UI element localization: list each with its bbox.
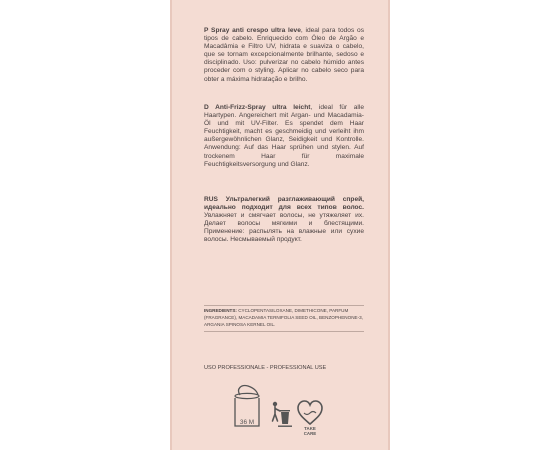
- description-portuguese-lead: P Spray anti crespo ultra leve: [204, 27, 301, 34]
- package-left-edge: [170, 0, 172, 450]
- description-russian: [204, 196, 364, 245]
- take-care-label-line2: CARE: [303, 430, 317, 436]
- take-care-label-line1: TAKE: [304, 426, 316, 431]
- description-german: [204, 104, 364, 169]
- description-portuguese: [204, 27, 364, 84]
- ingredients-label: INGREDIENTS:: [204, 308, 237, 313]
- description-german-body: , ideal für alle Haartypen. Angereichert mit Argan- und Macadamia-Öl und mit UV-Filter. Es spendet dem Haar Feuchtigkeit, macht es geschmeidig und verleiht ihm außergewöhnlichen Glanz, Seidigkeit und Kontrolle. Anwendung: Auf das Haar sprühen und stylen. Auf trockenem Haar für maximale Feuchtigkeitsversorgung und Glanz.: [204, 104, 365, 168]
- package-right-edge: [388, 0, 390, 450]
- waste-bin-icon: [269, 401, 293, 428]
- description-russian-body: Увлажняет и смягчает волосы, не утяжеляет их. Делает волосы мягкими и блестящими. Применение: распылять на влажные или сухие волосы. Несмываемый продукт.: [204, 212, 364, 244]
- professional-use-note: USO PROFESSIONALE - PROFESSIONAL USE: [204, 365, 327, 371]
- ingredients-list: CYCLOPENTASILOXANE, DIMETHICONE, PARFUM (FRAGRANCE), MACADAMIA TERNIFOLIA SEED OIL, BENZOPHENONE-3, ARGANIA SPINOSA KERNEL OIL.: [204, 308, 363, 327]
- description-german-lead: D Anti-Frizz-Spray ultra leicht: [204, 104, 311, 111]
- description-portuguese-body: , ideal para todos os tipos de cabelo. Enriquecido com Óleo de Argão e Macadâmia e Filtro UV, hidrata e suaviza o cabelo, que se tornam excepcionalmente brilhante, sedoso e disciplinado. Uso: pulverizar no cabelo húmido antes proceder com o styling. Aplicar no cabelo seco para obter a máxima hidratação e brilho.: [204, 27, 364, 83]
- ingredients-box: [204, 305, 364, 332]
- description-russian-lead: RUS Ультралегкий разглаживающий спрей, идеально подходит для всех типов волос.: [204, 196, 364, 212]
- pao-label: 36 M: [239, 419, 255, 426]
- take-care-label: [296, 427, 324, 437]
